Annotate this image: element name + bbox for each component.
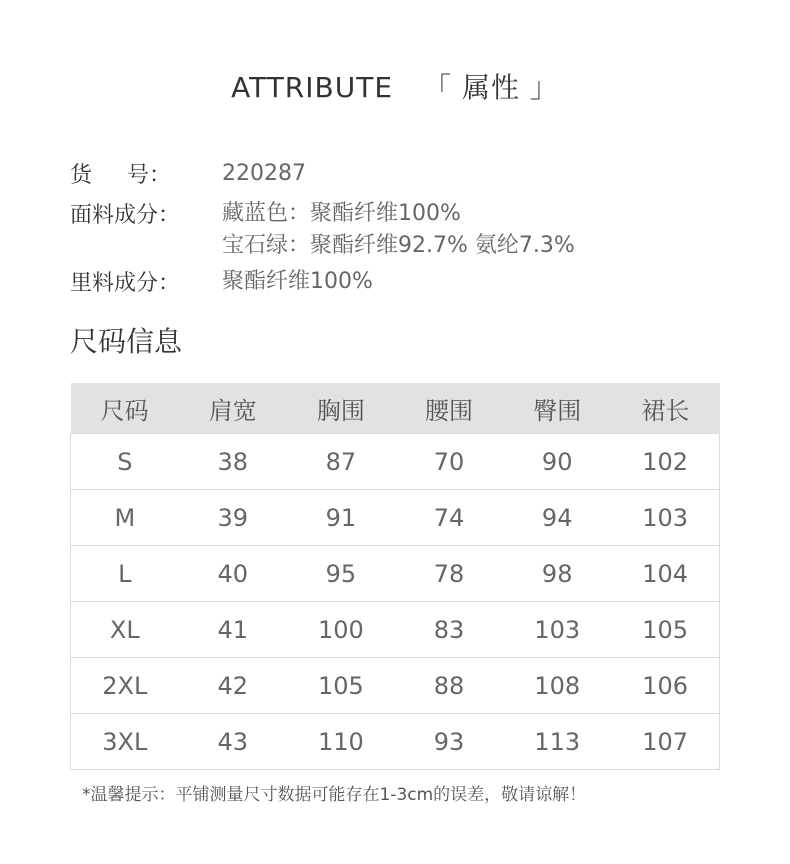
cell-length: 102 bbox=[611, 434, 719, 490]
size-table bbox=[70, 383, 720, 770]
cell-waist: 88 bbox=[395, 658, 503, 714]
item-number-value: 220287 bbox=[222, 161, 306, 186]
cell-hip: 94 bbox=[503, 490, 611, 546]
item-number-label: 货 号： bbox=[70, 163, 171, 188]
table-row bbox=[71, 546, 720, 602]
header-hip: 臀围 bbox=[503, 383, 611, 434]
title-bracket-open: 「 bbox=[423, 71, 453, 104]
cell-waist: 70 bbox=[395, 434, 503, 490]
cell-waist: 83 bbox=[395, 602, 503, 658]
item-number-row bbox=[70, 158, 575, 194]
header-bust: 胸围 bbox=[287, 383, 395, 434]
fabric-label: 面料成分： bbox=[70, 203, 181, 228]
size-table-header bbox=[71, 383, 720, 434]
lining-value: 聚酯纤维100% bbox=[222, 269, 373, 294]
table-row bbox=[71, 658, 720, 714]
cell-shoulder: 38 bbox=[179, 434, 287, 490]
cell-size: L bbox=[71, 546, 179, 602]
header-length: 裙长 bbox=[611, 383, 719, 434]
lining-row bbox=[70, 266, 575, 302]
lining-label: 里料成分： bbox=[70, 271, 181, 296]
cell-bust: 95 bbox=[287, 546, 395, 602]
header-size: 尺码 bbox=[71, 383, 179, 434]
cell-hip: 113 bbox=[503, 714, 611, 770]
cell-hip: 98 bbox=[503, 546, 611, 602]
cell-length: 105 bbox=[611, 602, 719, 658]
measurement-note: *温馨提示：平铺测量尺寸数据可能存在1-3cm的误差，敬请谅解！ bbox=[82, 785, 587, 805]
cell-hip: 90 bbox=[503, 434, 611, 490]
cell-bust: 110 bbox=[287, 714, 395, 770]
table-row bbox=[71, 490, 720, 546]
cell-size: S bbox=[71, 434, 179, 490]
cell-size: 3XL bbox=[71, 714, 179, 770]
cell-shoulder: 39 bbox=[179, 490, 287, 546]
cell-waist: 78 bbox=[395, 546, 503, 602]
cell-length: 104 bbox=[611, 546, 719, 602]
page-title bbox=[0, 68, 790, 108]
cell-length: 107 bbox=[611, 714, 719, 770]
title-en: ATTRIBUTE bbox=[231, 71, 394, 104]
fabric-line-navy: 藏蓝色：聚酯纤维100% bbox=[222, 201, 461, 226]
cell-bust: 100 bbox=[287, 602, 395, 658]
cell-hip: 103 bbox=[503, 602, 611, 658]
cell-size: 2XL bbox=[71, 658, 179, 714]
table-row bbox=[71, 602, 720, 658]
cell-waist: 74 bbox=[395, 490, 503, 546]
title-cn: 属性 bbox=[461, 71, 520, 104]
header-waist: 腰围 bbox=[395, 383, 503, 434]
cell-bust: 87 bbox=[287, 434, 395, 490]
cell-bust: 105 bbox=[287, 658, 395, 714]
cell-shoulder: 42 bbox=[179, 658, 287, 714]
fabric-row bbox=[70, 198, 575, 262]
cell-hip: 108 bbox=[503, 658, 611, 714]
size-section-title: 尺码信息 bbox=[70, 325, 183, 358]
cell-shoulder: 43 bbox=[179, 714, 287, 770]
fabric-line-green: 宝石绿：聚酯纤维92.7% 氨纶7.3% bbox=[222, 233, 575, 258]
cell-size: M bbox=[71, 490, 179, 546]
title-bracket-close: 」 bbox=[529, 71, 559, 104]
cell-length: 106 bbox=[611, 658, 719, 714]
cell-bust: 91 bbox=[287, 490, 395, 546]
header-shoulder: 肩宽 bbox=[179, 383, 287, 434]
table-row bbox=[71, 434, 720, 490]
cell-shoulder: 41 bbox=[179, 602, 287, 658]
cell-length: 103 bbox=[611, 490, 719, 546]
cell-shoulder: 40 bbox=[179, 546, 287, 602]
table-row bbox=[71, 714, 720, 770]
product-attributes bbox=[70, 158, 575, 306]
cell-waist: 93 bbox=[395, 714, 503, 770]
cell-size: XL bbox=[71, 602, 179, 658]
